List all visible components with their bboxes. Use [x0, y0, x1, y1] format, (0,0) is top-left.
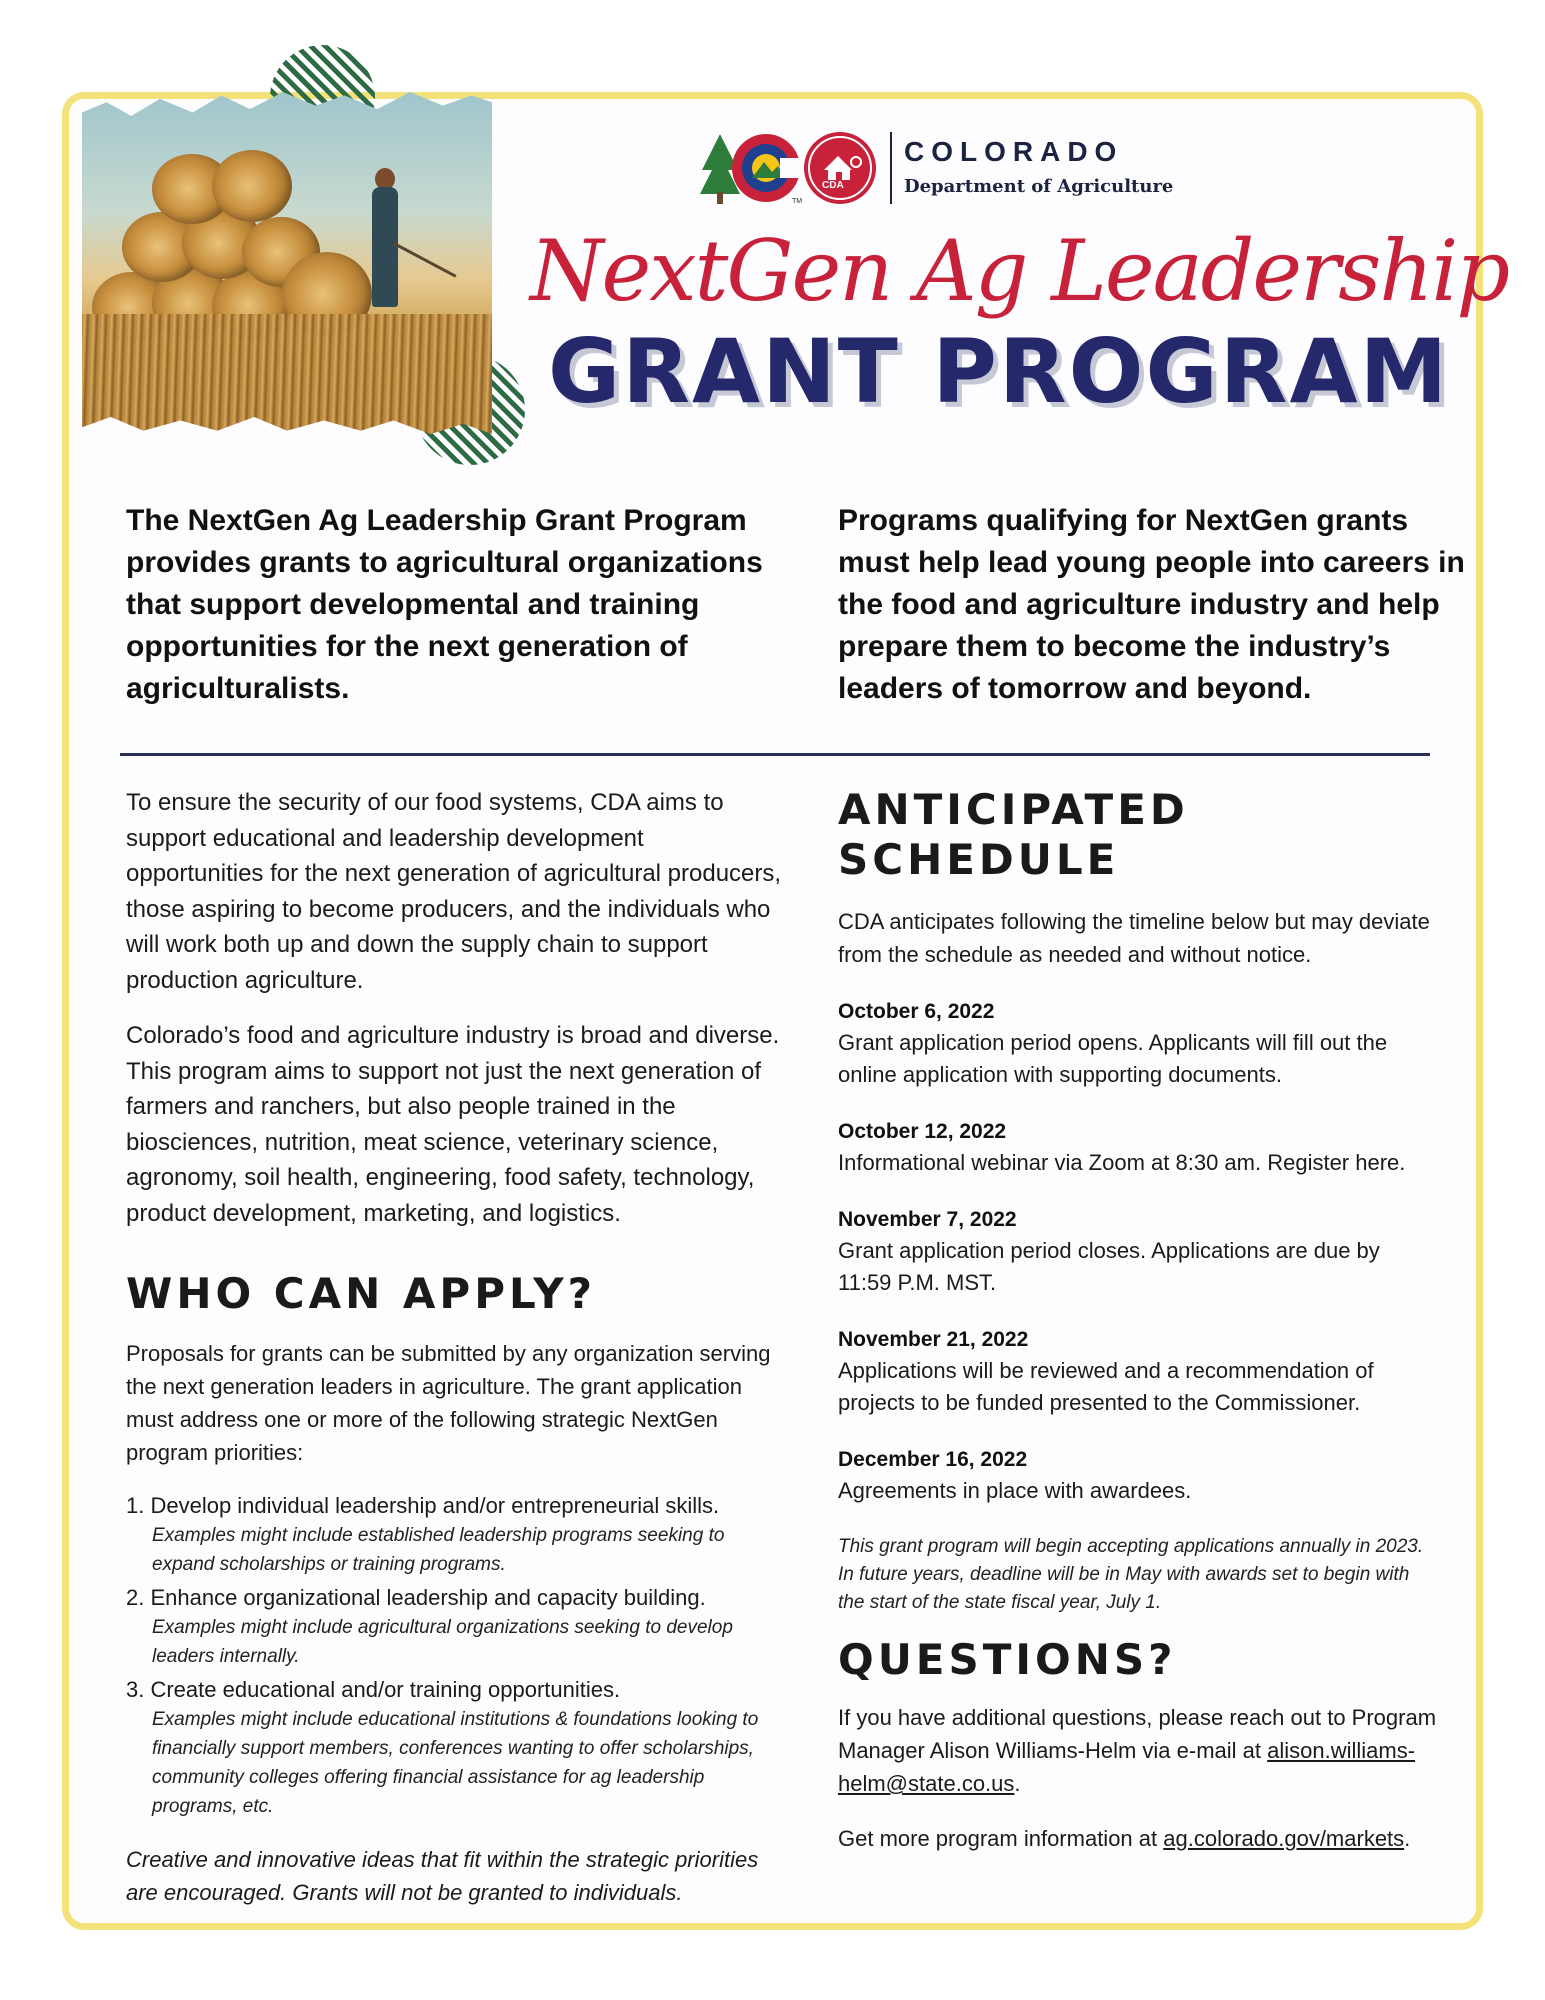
- program-info-prefix: Get more program information at: [838, 1826, 1158, 1851]
- list-item: [126, 1675, 786, 1821]
- section-divider: [120, 753, 1430, 756]
- priority-example: Examples might include agricultural organizations seeking to develop leaders internally.: [152, 1617, 733, 1667]
- cda-badge-label: CDA: [822, 180, 844, 191]
- priority-label: 1. Develop individual leadership and/or entrepreneurial skills.: [126, 1493, 720, 1518]
- period: .: [1404, 1826, 1411, 1851]
- who-can-apply-text: Proposals for grants can be submitted by any organization serving the next generation leaders in agriculture. The grant application must address one or more of the following strategic NextGen program priorities:: [126, 1341, 771, 1465]
- schedule-date: October 12, 2022: [838, 1120, 1007, 1143]
- logo-state-name: COLORADO: [904, 136, 1124, 167]
- period: .: [1014, 1771, 1021, 1796]
- left-column: [126, 785, 786, 1909]
- questions-heading: QUESTIONS?: [838, 1635, 1177, 1684]
- schedule-intro: CDA anticipates following the timeline below but may deviate from the schedule as needed and without notice.: [838, 909, 1430, 967]
- intro-left: The NextGen Ag Leadership Grant Program provides grants to agricultural organizations that support developmental and training opportunities for the next generation of agriculturalists.: [126, 504, 763, 705]
- schedule-date: November 21, 2022: [838, 1328, 1029, 1351]
- priority-example: Examples might include established leadership programs seeking to expand scholarships or training programs.: [152, 1525, 725, 1575]
- schedule-item: [838, 1445, 1438, 1507]
- schedule-description: Informational webinar via Zoom at 8:30 am. Register here.: [838, 1150, 1406, 1175]
- priority-example: Examples might include educational institutions & foundations looking to financially support members, conferences wanting to offer scholarships, community colleges offering financial assistance for ag leadership programs, etc.: [152, 1709, 759, 1817]
- list-item: [126, 1583, 786, 1671]
- farmer-hay-bales-photo: [82, 92, 492, 434]
- colorado-c-icon: [730, 132, 802, 204]
- contact-email-link[interactable]: alison.williams-helm@state.co.us: [838, 1738, 1416, 1796]
- cda-logo: [700, 130, 1200, 210]
- annual-program-note: This grant program will begin accepting applications annually in 2023. In future years, deadline will be in May with awards set to begin with the start of the state fiscal year, July 1.: [838, 1536, 1424, 1613]
- industry-paragraph: Colorado’s food and agriculture industry is broad and diverse. This program aims to support not just the next generation of farmers and ranchers, but also people trained in the biosciences, nutrition, meat science, veterinary science, agronomy, soil health, engineering, food safety, technology, product development, marketing, and logistics.: [126, 1022, 780, 1227]
- food-security-paragraph: To ensure the security of our food systems, CDA aims to support educational and leadership development opportunities for the next generation of agricultural producers, those aspiring to become producers, and the individuals who will work both up and down the supply chain to support production agriculture.: [126, 789, 782, 994]
- program-info-line: [838, 1822, 1438, 1855]
- creative-ideas-note: Creative and innovative ideas that fit within the strategic priorities are encouraged. Grants will not be granted to individuals.: [126, 1847, 759, 1905]
- list-item: [126, 1491, 786, 1579]
- schedule-date: November 7, 2022: [838, 1208, 1017, 1231]
- trademark-mark: TM: [792, 198, 803, 205]
- schedule-description: Applications will be reviewed and a recommendation of projects to be funded presented to the Commissioner.: [838, 1358, 1374, 1415]
- questions-text: [838, 1701, 1438, 1800]
- right-column: [838, 785, 1438, 1855]
- schedule-item: [838, 997, 1438, 1091]
- schedule-description: Agreements in place with awardees.: [838, 1478, 1192, 1503]
- schedule-heading: ANTICIPATED SCHEDULE: [838, 785, 1189, 884]
- schedule-item: [838, 1325, 1438, 1419]
- logo-department-name: Department of Agriculture: [904, 176, 1174, 197]
- schedule-item: [838, 1117, 1438, 1179]
- schedule-description: Grant application period opens. Applicants will fill out the online application with supporting documents.: [838, 1030, 1388, 1087]
- priority-label: 3. Create educational and/or training opportunities.: [126, 1677, 621, 1702]
- intro-right: Programs qualifying for NextGen grants must help lead young people into careers in the food and agriculture industry and help prepare them to become the industry’s leaders of tomorrow and beyond.: [838, 504, 1465, 705]
- schedule-item: [838, 1205, 1438, 1299]
- schedule-date: December 16, 2022: [838, 1448, 1028, 1471]
- schedule-description: Grant application period closes. Applications are due by 11:59 P.M. MST.: [838, 1238, 1380, 1295]
- logo-divider: [890, 132, 892, 204]
- cda-badge-icon: [804, 132, 876, 204]
- schedule-date: October 6, 2022: [838, 1000, 995, 1023]
- title-script: NextGen Ag Leadership: [530, 222, 1509, 320]
- who-can-apply-heading: WHO CAN APPLY?: [126, 1269, 596, 1318]
- title-main: GRANT PROGRAM: [548, 320, 1450, 423]
- priorities-list: [126, 1491, 786, 1821]
- priority-label: 2. Enhance organizational leadership and capacity building.: [126, 1585, 706, 1610]
- questions-message: If you have additional questions, please reach out to Program Manager Alison Williams-Helm via e-mail at: [838, 1705, 1437, 1763]
- program-info-link[interactable]: ag.colorado.gov/markets: [1163, 1826, 1405, 1851]
